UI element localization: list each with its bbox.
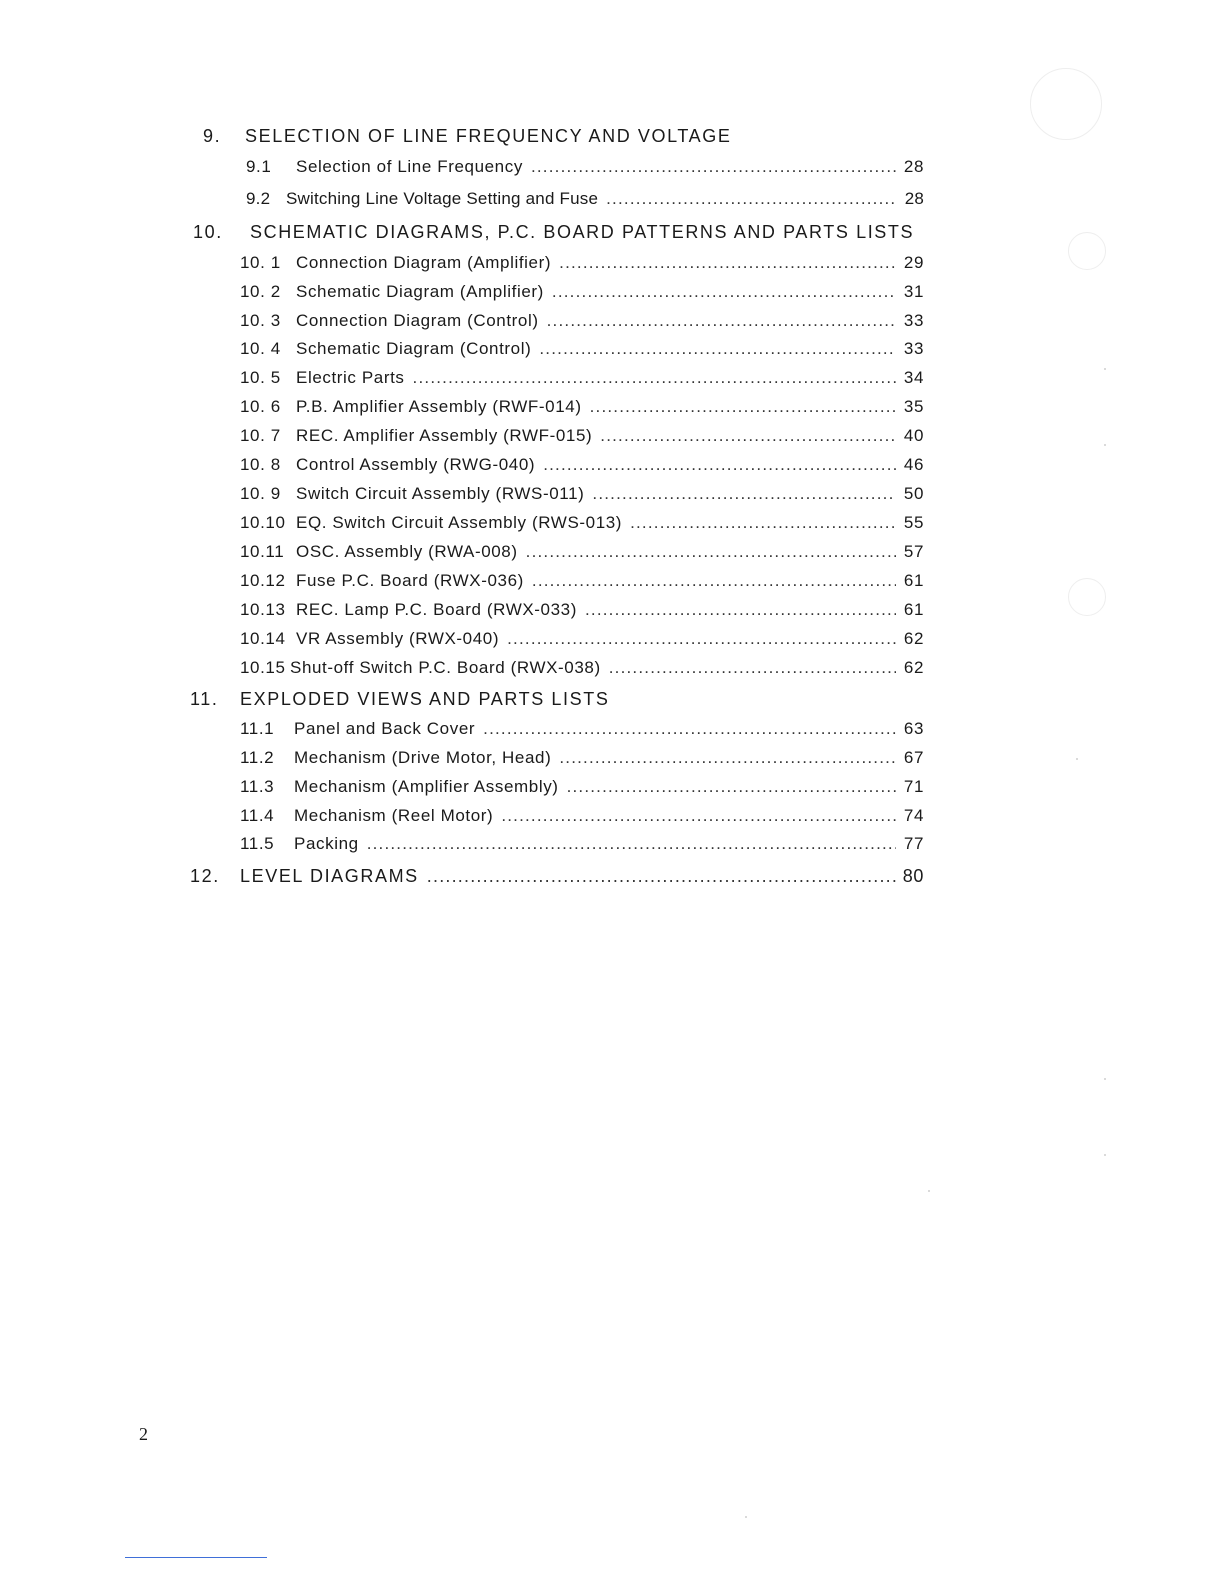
dot-leader — [552, 282, 896, 302]
toc-entry — [240, 658, 924, 682]
toc-entry — [240, 282, 924, 306]
entry-label: Mechanism (Reel Motor) — [294, 806, 494, 825]
entry-page: 35 — [903, 397, 924, 416]
toc-entry — [240, 719, 924, 743]
entry-number: 10.12 — [240, 571, 286, 590]
dot-leader — [600, 426, 896, 446]
dot-leader — [592, 484, 896, 504]
dot-leader — [559, 253, 896, 273]
scan-artifact — [1104, 1154, 1106, 1156]
entry-page: 77 — [903, 834, 924, 853]
section-title: LEVEL DIAGRAMS — [240, 866, 419, 886]
toc-entry — [240, 426, 924, 450]
entry-page: 74 — [903, 806, 924, 825]
entry-number: 10.10 — [240, 513, 286, 532]
entry-number: 10. 8 — [240, 455, 281, 474]
entry-label: Schematic Diagram (Amplifier) — [296, 282, 544, 301]
section-number: 10. — [193, 222, 223, 242]
entry-number: 10. 6 — [240, 397, 281, 416]
dot-leader — [532, 571, 896, 591]
entry-label: Shut-off Switch P.C. Board (RWX-038) — [290, 658, 601, 677]
entry-page: 55 — [903, 513, 924, 532]
entry-page: 31 — [903, 282, 924, 301]
toc-entry — [240, 571, 924, 595]
entry-number: 11.3 — [240, 777, 275, 796]
entry-number: 10.11 — [240, 542, 285, 561]
entry-label: VR Assembly (RWX-040) — [296, 629, 500, 648]
toc-entry — [240, 311, 924, 335]
entry-label: Switch Circuit Assembly (RWS-011) — [296, 484, 585, 503]
entry-label: Packing — [294, 834, 359, 853]
entry-number: 11.5 — [240, 834, 275, 853]
entry-number: 10.14 — [240, 629, 286, 648]
entry-page: 62 — [903, 629, 924, 648]
entry-label: Switching Line Voltage Setting and Fuse — [286, 189, 599, 208]
dot-leader — [501, 806, 896, 826]
dot-leader — [427, 866, 896, 887]
entry-page: 80 — [902, 866, 924, 886]
entry-label: Mechanism (Drive Motor, Head) — [294, 748, 552, 767]
dot-leader — [567, 777, 896, 797]
dot-leader — [539, 339, 896, 359]
entry-page: 28 — [904, 189, 924, 208]
toc-entry — [246, 157, 924, 181]
dot-leader — [559, 748, 896, 768]
entry-label: P.B. Amplifier Assembly (RWF-014) — [296, 397, 582, 416]
entry-page: 40 — [903, 426, 924, 445]
toc-entry — [240, 253, 924, 277]
entry-page: 46 — [903, 455, 924, 474]
scan-artifact — [1076, 758, 1078, 760]
dot-leader — [367, 834, 896, 854]
dot-leader — [590, 397, 896, 417]
entry-label: Connection Diagram (Control) — [296, 311, 539, 330]
entry-label: Electric Parts — [296, 368, 405, 387]
toc-entry — [240, 748, 924, 772]
page-number: 2 — [139, 1424, 148, 1444]
entry-number: 10.13 — [240, 600, 286, 619]
dot-leader — [609, 658, 896, 678]
entry-number: 10. 9 — [240, 484, 281, 503]
entry-label: Selection of Line Frequency — [296, 157, 523, 176]
entry-page: 61 — [903, 571, 924, 590]
scan-artifact — [745, 1516, 747, 1518]
dot-leader — [507, 629, 896, 649]
scan-artifact — [1104, 1078, 1106, 1080]
entry-number: 10.15 — [240, 658, 286, 677]
toc-entry — [240, 339, 924, 363]
entry-number: 9.2 — [246, 189, 271, 208]
footer-rule — [125, 1557, 267, 1558]
toc-entry — [240, 542, 924, 566]
section-number: 12. — [190, 866, 220, 886]
entry-page: 67 — [903, 748, 924, 767]
toc-entry — [240, 834, 924, 858]
section-title: SCHEMATIC DIAGRAMS, P.C. BOARD PATTERNS AND PARTS LISTS — [250, 222, 915, 242]
entry-page: 34 — [903, 368, 924, 387]
entry-page: 33 — [903, 311, 924, 330]
toc-entry — [246, 189, 924, 213]
entry-number: 10. 4 — [240, 339, 281, 358]
dot-leader — [606, 189, 896, 209]
entry-label: Control Assembly (RWG-040) — [296, 455, 536, 474]
entry-number: 9.1 — [246, 157, 272, 176]
toc-entry — [240, 600, 924, 624]
toc-entry — [240, 777, 924, 801]
entry-page: 28 — [903, 157, 924, 176]
entry-page: 63 — [903, 719, 924, 738]
dot-leader — [526, 542, 896, 562]
entry-page: 71 — [903, 777, 924, 796]
entry-page: 50 — [903, 484, 924, 503]
scan-artifact — [1104, 444, 1106, 446]
section-title: SELECTION OF LINE FREQUENCY AND VOLTAGE — [245, 126, 732, 146]
section-title: EXPLODED VIEWS AND PARTS LISTS — [240, 689, 610, 709]
toc-entry — [240, 629, 924, 653]
dot-leader — [585, 600, 896, 620]
toc-entry — [240, 397, 924, 421]
toc-entry — [240, 368, 924, 392]
entry-number: 10. 2 — [240, 282, 281, 301]
scan-artifact — [928, 1190, 930, 1192]
entry-page: 29 — [903, 253, 924, 272]
entry-label: REC. Lamp P.C. Board (RWX-033) — [296, 600, 577, 619]
entry-label: EQ. Switch Circuit Assembly (RWS-013) — [296, 513, 623, 532]
toc-entry — [240, 484, 924, 508]
toc-entry — [240, 455, 924, 479]
toc-entry — [240, 806, 924, 830]
dot-leader — [531, 157, 896, 177]
entry-number: 10. 3 — [240, 311, 281, 330]
entry-number: 11.2 — [240, 748, 275, 767]
entry-label: Connection Diagram (Amplifier) — [296, 253, 552, 272]
entry-number: 11.4 — [240, 806, 275, 825]
entry-label: Panel and Back Cover — [294, 719, 476, 738]
entry-page: 33 — [903, 339, 924, 358]
scan-artifact — [1104, 368, 1106, 370]
entry-number: 11.1 — [240, 719, 275, 738]
scan-artifact — [1068, 578, 1106, 616]
entry-page: 57 — [903, 542, 924, 561]
dot-leader — [547, 311, 896, 331]
entry-number: 10. 1 — [240, 253, 281, 272]
entry-label: REC. Amplifier Assembly (RWF-015) — [296, 426, 593, 445]
section-number: 11. — [190, 689, 219, 709]
entry-label: Fuse P.C. Board (RWX-036) — [296, 571, 524, 590]
entry-label: Schematic Diagram (Control) — [296, 339, 532, 358]
entry-page: 62 — [903, 658, 924, 677]
entry-number: 10. 5 — [240, 368, 281, 387]
dot-leader — [413, 368, 896, 388]
entry-number: 10. 7 — [240, 426, 281, 445]
toc-section-12 — [190, 866, 924, 890]
scan-artifact — [1068, 232, 1106, 270]
dot-leader — [630, 513, 896, 533]
toc-entry — [240, 513, 924, 537]
scan-artifact — [1030, 68, 1102, 140]
dot-leader — [483, 719, 896, 739]
entry-label: OSC. Assembly (RWA-008) — [296, 542, 518, 561]
entry-page: 61 — [903, 600, 924, 619]
entry-label: Mechanism (Amplifier Assembly) — [294, 777, 559, 796]
dot-leader — [543, 455, 896, 475]
section-number: 9. — [203, 126, 222, 146]
